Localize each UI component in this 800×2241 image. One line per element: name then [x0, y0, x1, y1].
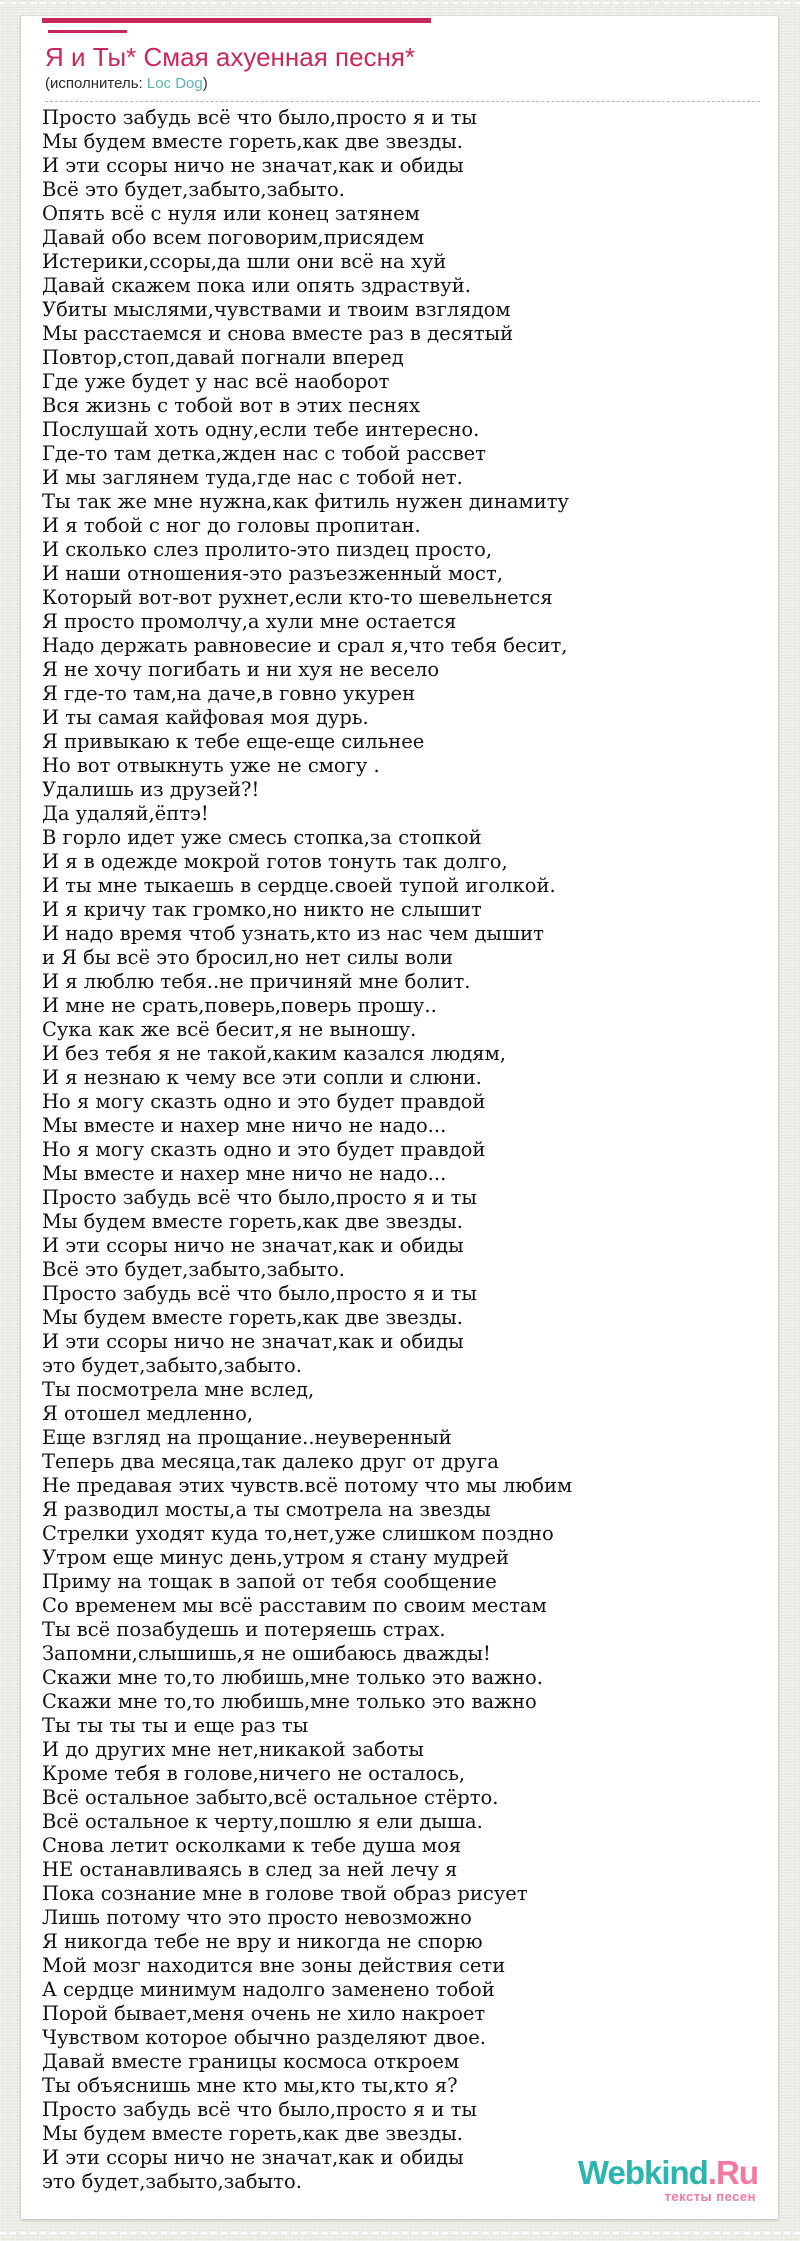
lyric-line: И сколько слез пролито-это пиздец просто, [42, 538, 493, 561]
artist-label-suffix: ) [202, 75, 208, 92]
lyric-line: Утром еще минус день,утром я стану мудрей [42, 1546, 510, 1569]
bottom-dashed-line [0, 2232, 800, 2234]
lyric-line: И ты мне тыкаешь в сердце.своей тупой иголкой. [42, 874, 556, 897]
lyric-line: И без тебя я не такой,каким казался людям, [42, 1042, 506, 1065]
lyric-line: Чувством которое обычно разделяют двое. [42, 2026, 486, 2049]
lyric-line: Приму на тощак в запой от тебя сообщение [42, 1570, 497, 1593]
lyric-line: Кроме тебя в голове,ничего не осталось, [42, 1762, 466, 1785]
lyric-line: Я привыкаю к тебе еще-еще сильнее [42, 730, 425, 753]
lyric-line: И надо время чтоб узнать,кто из нас чем дышит [42, 922, 544, 945]
lyric-line: И наши отношения-это разъезженный мост, [42, 562, 503, 585]
lyric-line: Где-то там детка,жден нас с тобой рассвет [42, 442, 486, 465]
lyric-line: Истерики,ссоры,да шли они всё на хуй [42, 250, 447, 273]
webkind-logo[interactable] [578, 2156, 758, 2203]
lyric-line: Еще взгляд на прощание..неуверенный [42, 1426, 452, 1449]
lyric-line: Давай обо всем поговорим,присядем [42, 226, 425, 249]
lyric-line: Скажи мне то,то любишь,мне только это важно. [42, 1666, 543, 1689]
lyric-line: Послушай хоть одну,если тебе интересно. [42, 418, 480, 441]
lyric-line: А сердце минимум надолго заменено тобой [42, 1978, 495, 2001]
lyric-line: Снова летит осколками к тебе душа моя [42, 1834, 462, 1857]
lyric-line: Надо держать равновесие и срал я,что тебя бесит, [42, 634, 568, 657]
lyric-line: Мой мозг находится вне зоны действия сети [42, 1954, 506, 1977]
lyric-line: Вся жизнь с тобой вот в этих песнях [42, 394, 420, 417]
lyric-line: И я в одежде мокрой готов тонуть так долго, [42, 850, 508, 873]
lyric-line: Просто забудь всё что было,просто я и ты [42, 106, 477, 129]
lyric-line: Мы будем вместе гореть,как две звезды. [42, 2122, 463, 2145]
lyric-line: НЕ останавливаясь в след за ней лечу я [42, 1858, 458, 1881]
lyric-line: Опять всё с нуля или конец затянем [42, 202, 420, 225]
lyric-line: Стрелки уходят куда то,нет,уже слишком поздно [42, 1522, 554, 1545]
lyric-line: Ты посмотрела мне вслед, [42, 1378, 315, 1401]
lyric-line: Убиты мыслями,чувствами и твоим взглядом [42, 298, 511, 321]
lyric-line: Ты так же мне нужна,как фитиль нужен динамиту [42, 490, 569, 513]
lyric-line: Мы будем вместе гореть,как две звезды. [42, 1306, 463, 1329]
lyric-line: Мы вместе и нахер мне ничо не надо... [42, 1162, 447, 1185]
lyric-line: Запомни,слышишь,я не ошибаюсь дважды! [42, 1642, 491, 1665]
lyric-line: Мы вместе и нахер мне ничо не надо... [42, 1114, 447, 1137]
lyric-line: Просто забудь всё что было,просто я и ты [42, 1186, 477, 1209]
lyric-line: Я отошел медленно, [42, 1402, 254, 1425]
artist-label-prefix: (исполнитель: [45, 75, 147, 92]
clipped-heading-fragment [48, 30, 127, 33]
lyric-line: Давай скажем пока или опять здраствуй. [42, 274, 471, 297]
top-dashed-line [0, 2, 800, 4]
logo-wordmark [578, 2156, 758, 2189]
lyric-line: Удалишь из друзей?! [42, 778, 260, 801]
lyric-line: И я тобой с ног до головы пропитан. [42, 514, 421, 537]
lyric-line: Мы будем вместе гореть,как две звезды. [42, 130, 463, 153]
lyric-line: это будет,забыто,забыто. [42, 2170, 302, 2193]
lyric-line: Просто забудь всё что было,просто я и ты [42, 2098, 477, 2121]
lyric-line: В горло идет уже смесь стопка,за стопкой [42, 826, 482, 849]
lyric-line: Ты объяснишь мне кто мы,кто ты,кто я? [42, 2074, 458, 2097]
lyric-line: И ты самая кайфовая моя дурь. [42, 706, 369, 729]
lyric-line: и Я бы всё это бросил,но нет силы воли [42, 946, 453, 969]
lyric-line: Порой бывает,меня очень не хило накроет [42, 2002, 486, 2025]
lyric-line: Теперь два месяца,так далеко друг от друга [42, 1450, 499, 1473]
lyric-line: И эти ссоры ничо не значат,как и обиды [42, 154, 464, 177]
lyric-line: Лишь потому что это просто невозможно [42, 1906, 472, 1929]
lyric-line: И я люблю тебя..не причиняй мне болит. [42, 970, 471, 993]
clipped-heading-fragment [42, 18, 431, 23]
lyric-line: Я разводил мосты,а ты смотрела на звезды [42, 1498, 491, 1521]
lyric-line: Давай вместе границы космоса откроем [42, 2050, 460, 2073]
lyric-line: Всё остальное забыто,всё остальное стёрто. [42, 1786, 499, 1809]
page-title: Я и Ты* Смая ахуенная песня* [45, 42, 416, 72]
lyric-line: Я просто промолчу,а хули мне остается [42, 610, 457, 633]
lyric-line: Скажи мне то,то любишь,мне только это важно [42, 1690, 537, 1713]
lyric-line: Всё остальное к черту,пошлю я ели дыша. [42, 1810, 483, 1833]
lyric-line: Не предавая этих чувств.всё потому что мы любим [42, 1474, 573, 1497]
lyric-line: Я никогда тебе не вру и никогда не спорю [42, 1930, 483, 1953]
content-card [21, 16, 778, 2219]
lyric-line: Мы будем вместе гореть,как две звезды. [42, 1210, 463, 1233]
lyric-line: Но я могу сказть одно и это будет правдой [42, 1090, 486, 1113]
lyrics-text [42, 106, 758, 2194]
lyric-line: Но вот отвыкнуть уже не смогу . [42, 754, 380, 777]
lyric-line: Всё это будет,забыто,забыто. [42, 1258, 345, 1281]
lyric-line: Я не хочу погибать и ни хуя не весело [42, 658, 440, 681]
artist-link[interactable]: Loc Dog [146, 75, 203, 92]
lyric-line: Просто забудь всё что было,просто я и ты [42, 1282, 477, 1305]
lyric-line: И эти ссоры ничо не значат,как и обиды [42, 2146, 464, 2169]
logo-main: Webkind [577, 2154, 708, 2191]
lyric-line: Ты ты ты ты и еще раз ты [42, 1714, 309, 1737]
song-header [45, 44, 760, 102]
lyric-line: И мне не срать,поверь,поверь прошу.. [42, 994, 437, 1017]
lyric-line: И эти ссоры ничо не значат,как и обиды [42, 1234, 464, 1257]
lyric-line: И я кричу так громко,но никто не слышит [42, 898, 482, 921]
lyric-line: И мы заглянем туда,где нас с тобой нет. [42, 466, 463, 489]
lyric-line: Который вот-вот рухнет,если кто-то шевельнется [42, 586, 553, 609]
lyric-line: Но я могу сказть одно и это будет правдой [42, 1138, 486, 1161]
logo-tagline: тексты песен [664, 2189, 756, 2204]
lyric-line: это будет,забыто,забыто. [42, 1354, 302, 1377]
lyric-line: Повтор,стоп,давай погнали вперед [42, 346, 404, 369]
lyric-line: Да удаляй,ёптэ! [42, 802, 209, 825]
artist-line [45, 74, 760, 94]
lyric-line: Мы расстаемся и снова вместе раз в десятый [42, 322, 514, 345]
lyric-line: И эти ссоры ничо не значат,как и обиды [42, 1330, 464, 1353]
lyric-line: И до других мне нет,никакой заботы [42, 1738, 424, 1761]
lyric-line: И я незнаю к чему все эти сопли и слюни. [42, 1066, 482, 1089]
lyric-line: Пока сознание мне в голове твой образ рисует [42, 1882, 528, 1905]
lyric-line: Я где-то там,на даче,в говно укурен [42, 682, 416, 705]
lyric-line: Со временем мы всё расставим по своим местам [42, 1594, 547, 1617]
lyric-line: Ты всё позабудешь и потеряешь страх. [42, 1618, 446, 1641]
lyric-line: Всё это будет,забыто,забыто. [42, 178, 345, 201]
lyric-line: Сука как же всё бесит,я не выношу. [42, 1018, 417, 1041]
lyric-line: Где уже будет у нас всё наоборот [42, 370, 390, 393]
logo-suffix: .Ru [707, 2154, 758, 2191]
